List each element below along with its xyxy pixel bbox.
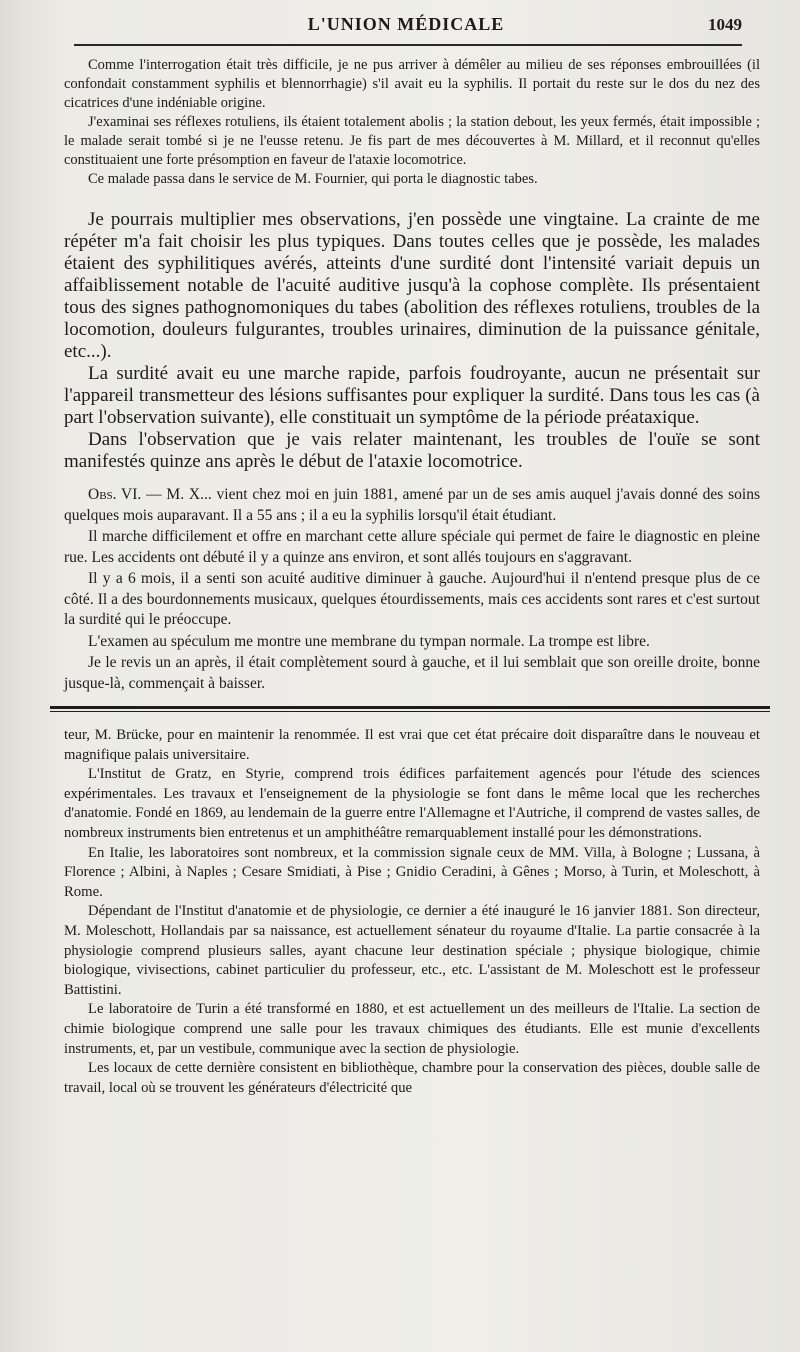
feuilleton-divider [50,706,770,709]
paragraph: teur, M. Brücke, pour en maintenir la renommée. Il est vrai que cet état précaire doit disparaître dans le nouveau et magnifique palais universitaire. [64,727,760,763]
page-header [74,14,742,46]
paragraph: La surdité avait eu une marche rapide, parfois foudroyante, aucun ne présentait sur l'appareil transmetteur des lésions suffisantes pour expliquer la surdité. Dans tous les cas (à part l'observation suivante), elle constituait un symptôme de la période préataxique. [64,363,760,428]
observation-first-paragraph [64,485,760,526]
discussion-section [64,209,760,473]
paragraph: J'examinai ses réflexes rotuliens, ils étaient totalement abolis ; la station debout, les yeux fermés, était impossible ; le malade serait tombé si je ne l'eusse retenu. Je fis part de mes découvertes à M. Millard, et il reconnut qu'elles constituaient une forte présomption en faveur de l'ataxie locomotrice. [64,114,760,168]
paragraph: En Italie, les laboratoires sont nombreux, et la commission signale ceux de MM. Villa, à Bologne ; Lussana, à Florence ; Albini, à Naples ; Cesare Smidiati, à Pise ; Gnidio Ceradini, à Gênes ; Morso, à Turin, et Moleschott, à Rome. [64,844,760,900]
case-continuation [64,56,760,189]
feuilleton-divider-thin [50,711,770,712]
observation-text: — M. X... vient chez moi en juin 1881, amené par un de ses amis auquel j'avais donné des soins quelques mois auparavant. Il a 55 ans ; il a eu la syphilis lorsqu'il était étudiant. [64,486,760,524]
paragraph: Dépendant de l'Institut d'anatomie et de physiologie, ce dernier a été inauguré le 16 janvier 1881. Son directeur, M. Moleschott, Hollandais par sa naissance, est actuellement sénateur du royaume d'Italie. La partie consacrée à la physiologie comprend plusieurs salles, ayant chacune leur destination spéciale ; physique biologique, chimie biologique, vivisections, cabinet particulier du professeur, etc., etc. L'assistant de M. Moleschott est le professeur Battistini. [64,903,760,998]
paragraph: Je pourrais multiplier mes observations, j'en possède une vingtaine. La crainte de me répéter m'a fait choisir les plus typiques. Dans toutes celles que je possède, les malades étaient des syphilitiques avérés, atteints d'une surdité dont l'intensité variait depuis un affaiblissement notable de l'acuité auditive jusqu'à la cophose complète. Ils présentaient tous des signes pathognomoniques du tabes (abolition des réflexes rotuliens, troubles de la locomotion, douleurs fulgurantes, troubles urinaires, diminution de la puissance génitale, etc...). [64,209,760,362]
observation-section [64,485,760,694]
paragraph: Comme l'interrogation était très difficile, je ne pus arriver à démêler au milieu de ses réponses embrouillées (il confondait constamment syphilis et blennorrhagie) s'il avait eu la syphilis. Il portait du reste sur le dos du nez des cicatrices d'une indéniable origine. [64,57,760,111]
paragraph: Je le revis un an après, il était complètement sourd à gauche, et il lui semblait que son oreille droite, bonne jusque-là, commençait à baisser. [64,654,760,692]
paragraph: Les locaux de cette dernière consistent en bibliothèque, chambre pour la conservation des pièces, double salle de travail, local où se trouvent les générateurs d'électricité que [64,1060,760,1096]
paragraph: Le laboratoire de Turin a été transformé en 1880, et est actuellement un des meilleurs de l'Italie. La section de chimie biologique comprend une salle pour les travaux chimiques des étudiants. Elle est munie d'excellents instruments, et, par un vestibule, communique avec la section de physiologie. [64,1001,760,1057]
paragraph: Il y a 6 mois, il a senti son acuité auditive diminuer à gauche. Aujourd'hui il n'entend presque plus de ce côté. Il a des bourdonnements musicaux, quelques étourdissements, mais ces accidents sont rares et c'est surtout la surdité qui le préoccupe. [64,570,760,628]
page-number: 1049 [708,15,742,34]
paragraph: L'Institut de Gratz, en Styrie, comprend trois édifices parfaitement agencés pour l'étude des sciences expérimentales. Les travaux et l'enseignement de la physiologie se font dans le même local que les recherches d'anatomie. Fondé en 1869, au lendemain de la guerre entre l'Allemagne et l'Autriche, il comprend de vastes salles, de nombreux instruments bien entretenus et un amphithéâtre remarquablement installé pour les démonstrations. [64,766,760,841]
paragraph: Dans l'observation que je vais relater maintenant, les troubles de l'ouïe se sont manifestés quinze ans après le début de l'ataxie locomotrice. [64,429,760,472]
paragraph: L'examen au spéculum me montre une membrane du tympan normale. La trompe est libre. [88,632,650,650]
observation-label: Obs. VI. [88,486,142,503]
feuilleton-section [64,726,760,1098]
paragraph: Il marche difficilement et offre en marchant cette allure spéciale qui permet de faire le diagnostic en pleine rue. Les accidents ont débuté il y a quinze ans environ, et sont allés toujours en s'aggravant. [64,528,760,566]
paragraph: Ce malade passa dans le service de M. Fournier, qui porta le diagnostic tabes. [88,171,538,187]
journal-title: L'UNION MÉDICALE [307,14,505,34]
